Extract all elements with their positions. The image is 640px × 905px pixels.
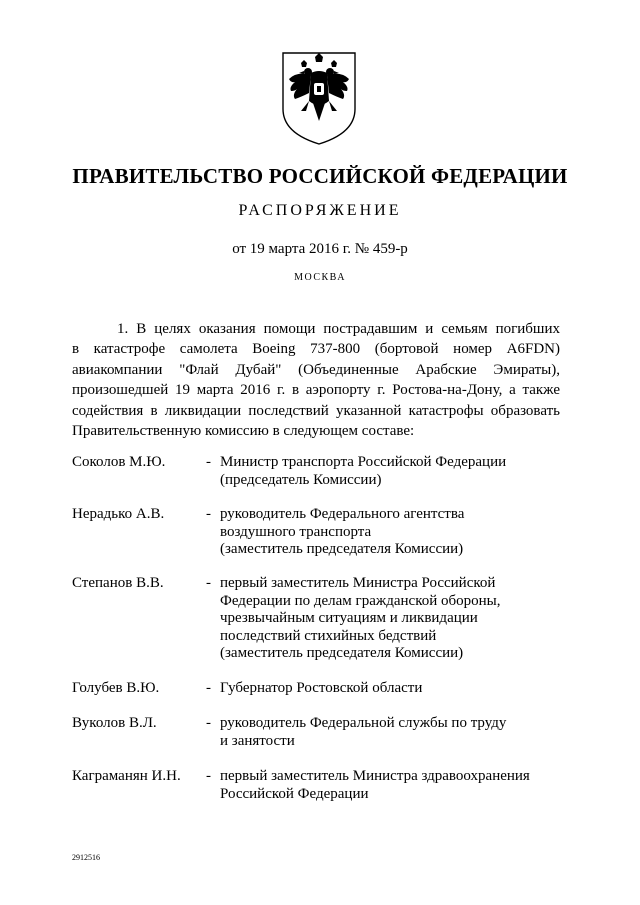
role-line: руководитель Федеральной службы по труду <box>220 715 507 731</box>
member-role <box>220 506 572 559</box>
dash: - <box>206 768 211 784</box>
paragraph-line: авиакомпании "Флай Дубай" (Объединенные Арабские Эмираты), <box>72 361 560 378</box>
government-title: ПРАВИТЕЛЬСТВО РОССИЙСКОЙ ФЕДЕРАЦИИ <box>72 164 568 188</box>
member-role <box>220 575 572 663</box>
member-name: Степанов В.В. <box>72 575 164 591</box>
paragraph-line: Правительственную комиссию в следующем составе: <box>72 422 415 439</box>
role-line: (заместитель председателя Комиссии) <box>220 645 464 661</box>
role-line: Федерации по делам гражданской обороны, <box>220 592 501 609</box>
paragraph-line: произошедшей 19 марта 2016 г. в аэропорту г. Ростова-на-Дону, а также <box>72 382 560 399</box>
date-and-number: от 19 марта 2016 г. № 459-р <box>232 241 408 257</box>
member-role <box>220 715 572 750</box>
role-line: последствий стихийных бедствий <box>220 627 437 644</box>
russian-coat-of-arms-icon <box>279 49 359 147</box>
member-role <box>220 680 572 698</box>
dash: - <box>206 575 211 591</box>
dash: - <box>206 715 211 731</box>
dash: - <box>206 454 211 470</box>
paragraph-line: 1. В целях оказания помощи пострадавшим и семьям погибших <box>117 321 560 337</box>
role-line: Министр транспорта Российской Федерации <box>220 454 507 470</box>
member-name: Соколов М.Ю. <box>72 454 166 470</box>
city: МОСКВА <box>294 272 346 283</box>
member-role <box>220 768 572 803</box>
member-role <box>220 454 572 489</box>
member-name: Голубев В.Ю. <box>72 680 160 696</box>
role-line: чрезвычайным ситуациям и ликвидации <box>220 610 478 626</box>
role-line: первый заместитель Министра здравоохранения <box>220 768 530 784</box>
role-line: воздушного транспорта <box>220 523 372 540</box>
dash: - <box>206 506 211 522</box>
paragraph-1 <box>72 319 560 441</box>
role-line: Российской Федерации <box>220 785 369 802</box>
paragraph-line: в катастрофе самолета Boeing 737-800 (бортовой номер A6FDN) <box>72 341 560 358</box>
role-line: (председатель Комиссии) <box>220 471 382 488</box>
member-name: Нерадько А.В. <box>72 506 165 522</box>
paragraph-line: содействия в ликвидации последствий указанной катастрофы образовать <box>72 402 560 419</box>
document-type: РАСПОРЯЖЕНИЕ <box>238 202 402 219</box>
role-line: (заместитель председателя Комиссии) <box>220 541 464 557</box>
role-line: и занятости <box>220 732 295 749</box>
role-line: руководитель Федерального агентства <box>220 506 465 522</box>
member-name: Вуколов В.Л. <box>72 715 157 731</box>
document-number: 2912516 <box>72 853 100 862</box>
member-name: Каграманян И.Н. <box>72 768 181 784</box>
role-line: Губернатор Ростовской области <box>220 680 423 696</box>
dash: - <box>206 680 211 696</box>
role-line: первый заместитель Министра Российской <box>220 575 496 591</box>
